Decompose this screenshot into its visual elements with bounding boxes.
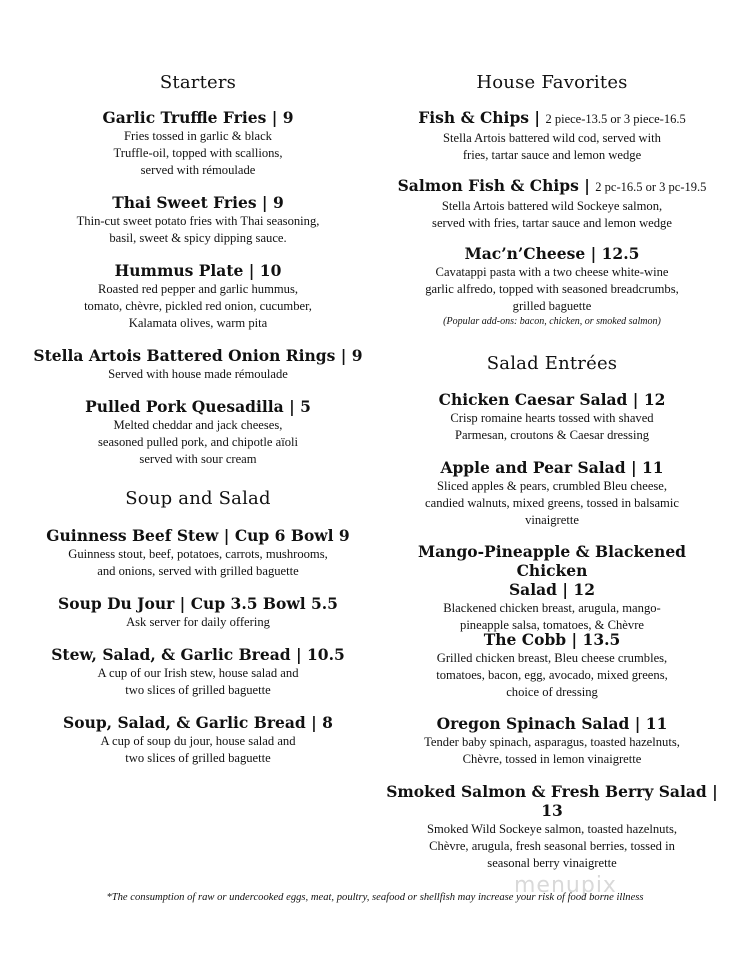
item-name: Garlic Truffle Fries | 9 <box>102 108 294 127</box>
menu-item-stew-salad-bread <box>28 645 368 699</box>
item-name: Fish & Chips | 2 piece-13.5 or 3 piece-16.5 <box>418 108 686 127</box>
menu-item-mango-pineapple-salad <box>382 542 722 634</box>
item-description: Ask server for daily offering <box>126 615 270 629</box>
menu-item-hummus-plate <box>28 261 368 332</box>
item-description: Stella Artois battered wild cod, served with fries, tartar sauce and lemon wedge <box>443 131 661 162</box>
item-name-line-2: Salad | 12 <box>508 580 595 599</box>
item-name: Stella Artois Battered Onion Rings | 9 <box>33 346 363 365</box>
item-price: 2 pc-16.5 or 3 pc-19.5 <box>595 180 707 194</box>
item-name: Guinness Beef Stew | Cup 6 Bowl 9 <box>46 526 350 545</box>
menu-item-mac-n-cheese <box>382 244 722 329</box>
salad-entrees-heading: Salad Entrées <box>486 353 618 374</box>
item-name: Salmon Fish & Chips | 2 pc-16.5 or 3 pc-19.5 <box>397 176 707 195</box>
item-name: Mango-Pineapple & Blackened Chicken <box>417 542 687 580</box>
item-description: Smoked Wild Sockeye salmon, toasted hazelnuts, Chèvre, arugula, fresh seasonal berries, tossed in seasonal berry vinaigrette <box>426 822 678 870</box>
menu-item-oregon-spinach <box>382 714 722 768</box>
item-name: Soup, Salad, & Garlic Bread | 8 <box>63 713 333 732</box>
item-description: Served with house made rémoulade <box>108 367 288 381</box>
add-ons-note: (Popular add-ons: bacon, chicken, or smoked salmon) <box>443 316 661 327</box>
menu-item-salmon-fish-chips <box>382 176 722 232</box>
item-name: Smoked Salmon & Fresh Berry Salad | 13 <box>386 782 718 820</box>
item-name: Chicken Caesar Salad | 12 <box>438 390 666 409</box>
menu-item-onion-rings <box>28 346 368 383</box>
item-description: Stella Artois battered wild Sockeye salmon, served with fries, tartar sauce and lemon wedge <box>432 199 672 230</box>
item-description: Fries tossed in garlic & black Truffle-oil, topped with scallions, served with rémoulade <box>113 129 283 177</box>
item-description: Grilled chicken breast, Bleu cheese crumbles, tomatoes, bacon, egg, avocado, mixed greens, choice of dressing <box>436 651 668 699</box>
menu-item-chicken-caesar <box>382 390 722 444</box>
item-description: Melted cheddar and jack cheeses, seasoned pulled pork, and chipotle aïoli served with sour cream <box>97 418 299 466</box>
menu-item-garlic-truffle-fries <box>28 108 368 179</box>
menu-item-pulled-pork-quesadilla <box>28 397 368 468</box>
item-description: Crisp romaine hearts tossed with shaved Parmesan, croutons & Caesar dressing <box>450 411 654 442</box>
menu-item-soup-salad-bread <box>28 713 368 767</box>
watermark: menupix <box>514 873 617 898</box>
item-name: Oregon Spinach Salad | 11 <box>436 714 668 733</box>
item-description: Thin-cut sweet potato fries with Thai seasoning, basil, sweet & spicy dipping sauce. <box>76 214 320 245</box>
item-name: Soup Du Jour | Cup 3.5 Bowl 5.5 <box>58 594 338 613</box>
item-description: Tender baby spinach, asparagus, toasted hazelnuts, Chèvre, tossed in lemon vinaigrette <box>424 735 680 766</box>
menu-item-fish-chips <box>382 108 722 164</box>
food-safety-disclaimer: *The consumption of raw or undercooked eggs, meat, poultry, seafood or shellfish may increase your risk of food borne illness <box>106 892 644 903</box>
house-favorites-heading: House Favorites <box>476 72 628 93</box>
item-description: Roasted red pepper and garlic hummus, tomato, chèvre, pickled red onion, cucumber, Kalamata olives, warm pita <box>84 282 312 330</box>
item-name: Hummus Plate | 10 <box>114 261 282 280</box>
menu-item-the-cobb <box>382 630 722 701</box>
item-description: A cup of our Irish stew, house salad and two slices of grilled baguette <box>97 666 299 697</box>
item-description: A cup of soup du jour, house salad and two slices of grilled baguette <box>100 734 296 765</box>
soup-salad-heading: Soup and Salad <box>125 488 271 509</box>
menu-item-guinness-beef-stew <box>28 526 368 580</box>
item-description: Guinness stout, beef, potatoes, carrots, mushrooms, and onions, served with grilled baguette <box>68 547 328 578</box>
item-price: 2 piece-13.5 or 3 piece-16.5 <box>545 112 686 126</box>
item-description: Sliced apples & pears, crumbled Bleu cheese, candied walnuts, mixed greens, tossed in balsamic vinaigrette <box>425 479 679 527</box>
menu-item-apple-pear-salad <box>382 458 722 529</box>
item-name: Mac’n’Cheese | 12.5 <box>464 244 640 263</box>
item-description: Blackened chicken breast, arugula, mango- pineapple salsa, tomatoes, & Chèvre <box>443 601 661 632</box>
starters-heading: Starters <box>159 72 237 93</box>
menu-item-smoked-salmon-berry <box>382 782 722 872</box>
item-name: The Cobb | 13.5 <box>483 630 621 649</box>
item-description: Cavatappi pasta with a two cheese white-wine garlic alfredo, topped with seasoned breadcrumbs, grilled baguette <box>425 265 679 313</box>
item-name: Pulled Pork Quesadilla | 5 <box>85 397 311 416</box>
menu-item-soup-du-jour <box>28 594 368 631</box>
menu-item-thai-sweet-fries <box>28 193 368 247</box>
item-name: Thai Sweet Fries | 9 <box>112 193 284 212</box>
item-name: Stew, Salad, & Garlic Bread | 10.5 <box>51 645 345 664</box>
item-name: Apple and Pear Salad | 11 <box>440 458 664 477</box>
